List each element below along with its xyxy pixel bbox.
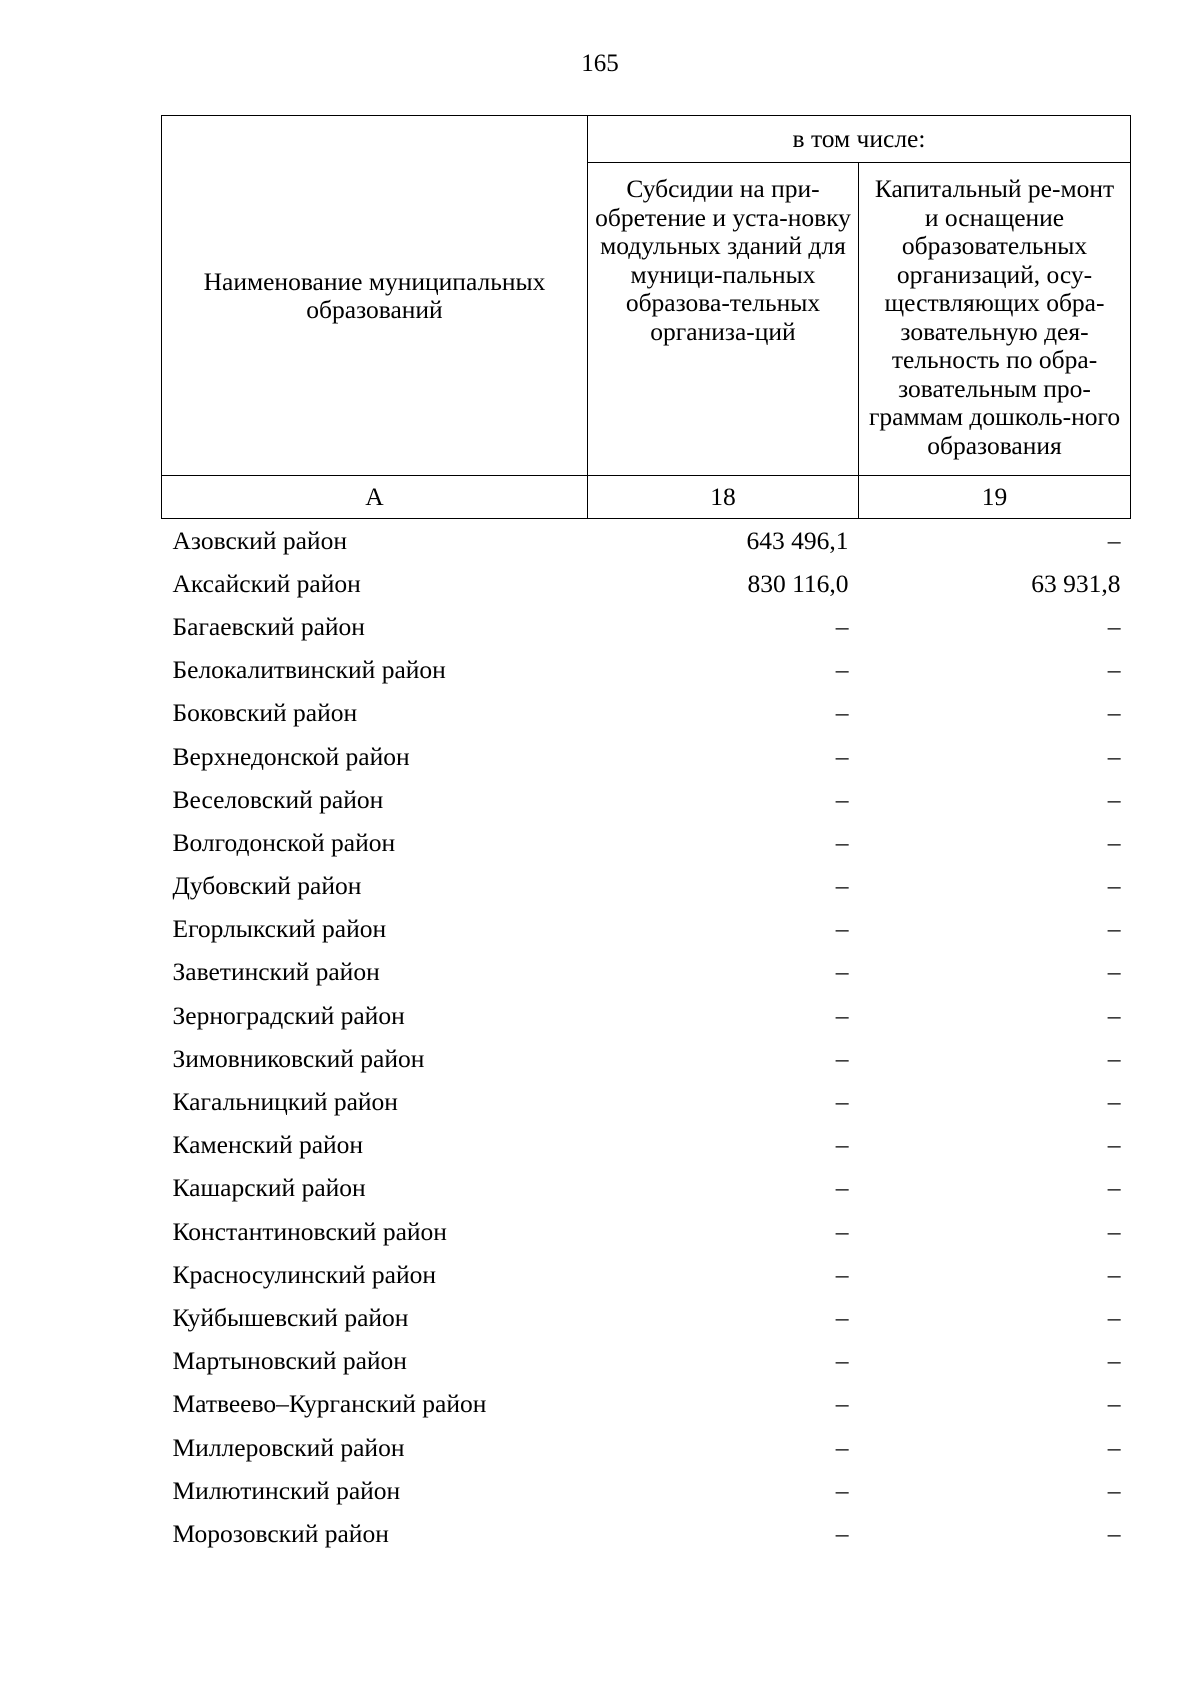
district-name: Константиновский район bbox=[172, 1216, 447, 1246]
table-row bbox=[162, 649, 1131, 692]
table-row bbox=[162, 1253, 1131, 1296]
value-col-19: – bbox=[1107, 655, 1121, 685]
value-col-19: – bbox=[1107, 784, 1121, 814]
district-name: Каменский район bbox=[172, 1130, 364, 1160]
value-col-19: – bbox=[1107, 1346, 1121, 1376]
value-col-19: – bbox=[1107, 914, 1121, 944]
district-name: Зерноградский район bbox=[172, 1000, 405, 1030]
value-col-18: – bbox=[835, 1346, 849, 1376]
table-row bbox=[162, 1426, 1131, 1469]
table-row bbox=[162, 735, 1131, 778]
header-number-19: 19 bbox=[859, 476, 1131, 519]
district-name: Егорлыкский район bbox=[172, 914, 387, 944]
district-name: Заветинский район bbox=[172, 957, 380, 987]
value-col-18: – bbox=[835, 741, 849, 771]
value-col-19: – bbox=[1107, 1130, 1121, 1160]
value-col-19: – bbox=[1107, 1302, 1121, 1332]
table-row bbox=[162, 1037, 1131, 1080]
header-number-a: А bbox=[162, 476, 588, 519]
table-row bbox=[162, 1383, 1131, 1426]
value-col-19: – bbox=[1107, 827, 1121, 857]
value-col-19: – bbox=[1107, 1000, 1121, 1030]
value-col-19: – bbox=[1107, 1389, 1121, 1419]
district-name: Кагальницкий район bbox=[172, 1087, 398, 1117]
value-col-18: – bbox=[835, 1043, 849, 1073]
header-including: в том числе: bbox=[588, 116, 1131, 163]
district-name: Аксайский район bbox=[172, 568, 361, 598]
header-col-19: Капитальный ре-монт и оснащение образовательных организаций, осу-ществляющих обра-зовательную дея-тельность по обра-зовательным про-граммам дошколь-ного образования bbox=[859, 163, 1131, 476]
value-col-18: – bbox=[835, 1389, 849, 1419]
header-col-18: Субсидии на при-обретение и уста-новку модульных зданий для муници-пальных образова-тельных организа-ций bbox=[588, 163, 859, 476]
value-col-18: – bbox=[835, 871, 849, 901]
table-header bbox=[162, 116, 1131, 519]
table-row bbox=[162, 1469, 1131, 1512]
district-name: Морозовский район bbox=[172, 1518, 389, 1548]
budget-table bbox=[161, 115, 1131, 1556]
value-col-18: – bbox=[835, 1173, 849, 1203]
value-col-19: – bbox=[1107, 1087, 1121, 1117]
district-name: Куйбышевский район bbox=[172, 1302, 409, 1332]
district-name: Боковский район bbox=[172, 698, 358, 728]
table-row bbox=[162, 1167, 1131, 1210]
district-name: Веселовский район bbox=[172, 784, 384, 814]
district-name: Дубовский район bbox=[172, 871, 362, 901]
district-name: Красносулинский район bbox=[172, 1259, 437, 1289]
value-col-18: – bbox=[835, 1302, 849, 1332]
table-row bbox=[162, 908, 1131, 951]
table-row bbox=[162, 994, 1131, 1037]
value-col-18: – bbox=[835, 784, 849, 814]
district-name: Матвеево–Курганский район bbox=[172, 1389, 487, 1419]
table-row bbox=[162, 1296, 1131, 1339]
value-col-18: – bbox=[835, 1518, 849, 1548]
value-col-19: – bbox=[1107, 525, 1121, 555]
district-name: Милютинский район bbox=[172, 1475, 401, 1505]
value-col-19: – bbox=[1107, 1259, 1121, 1289]
value-col-18: – bbox=[835, 1475, 849, 1505]
table-row bbox=[162, 778, 1131, 821]
value-col-18: – bbox=[835, 611, 849, 641]
district-name: Белокалитвинский район bbox=[172, 655, 446, 685]
table-body bbox=[162, 519, 1131, 1556]
district-name: Мартыновский район bbox=[172, 1346, 407, 1376]
value-col-18: – bbox=[835, 655, 849, 685]
value-col-18: – bbox=[835, 1432, 849, 1462]
table-row bbox=[162, 562, 1131, 605]
page-number: 165 bbox=[581, 50, 619, 77]
value-col-19: – bbox=[1107, 698, 1121, 728]
value-col-18: – bbox=[835, 914, 849, 944]
value-col-18: – bbox=[835, 827, 849, 857]
district-name: Миллеровский район bbox=[172, 1432, 405, 1462]
district-name: Азовский район bbox=[172, 525, 347, 555]
table-row bbox=[162, 605, 1131, 648]
value-col-19: 63 931,8 bbox=[1031, 568, 1121, 598]
value-col-18: – bbox=[835, 1000, 849, 1030]
value-col-19: – bbox=[1107, 1475, 1121, 1505]
district-name: Багаевский район bbox=[172, 611, 365, 641]
value-col-19: – bbox=[1107, 1043, 1121, 1073]
table-row bbox=[162, 692, 1131, 735]
value-col-18: – bbox=[835, 1130, 849, 1160]
value-col-18: 643 496,1 bbox=[746, 525, 849, 555]
value-col-19: – bbox=[1107, 871, 1121, 901]
table-row bbox=[162, 951, 1131, 994]
table-row bbox=[162, 1080, 1131, 1123]
district-name: Зимовниковский район bbox=[172, 1043, 425, 1073]
value-col-19: – bbox=[1107, 1518, 1121, 1548]
district-name: Верхнедонской район bbox=[172, 741, 410, 771]
table-row bbox=[162, 1512, 1131, 1555]
value-col-19: – bbox=[1107, 957, 1121, 987]
value-col-18: – bbox=[835, 1259, 849, 1289]
district-name: Кашарский район bbox=[172, 1173, 366, 1203]
table-row bbox=[162, 519, 1131, 563]
value-col-19: – bbox=[1107, 1216, 1121, 1246]
value-col-19: – bbox=[1107, 611, 1121, 641]
value-col-18: – bbox=[835, 957, 849, 987]
value-col-18: – bbox=[835, 1216, 849, 1246]
table-row bbox=[162, 1210, 1131, 1253]
header-municipality-name: Наименование муниципальных образований bbox=[162, 116, 588, 476]
table-row bbox=[162, 821, 1131, 864]
value-col-18: – bbox=[835, 698, 849, 728]
table-row bbox=[162, 1340, 1131, 1383]
value-col-18: – bbox=[835, 1087, 849, 1117]
value-col-18: 830 116,0 bbox=[747, 568, 849, 598]
value-col-19: – bbox=[1107, 741, 1121, 771]
header-number-18: 18 bbox=[588, 476, 859, 519]
table-row bbox=[162, 1124, 1131, 1167]
value-col-19: – bbox=[1107, 1432, 1121, 1462]
table-row bbox=[162, 865, 1131, 908]
district-name: Волгодонской район bbox=[172, 827, 396, 857]
value-col-19: – bbox=[1107, 1173, 1121, 1203]
